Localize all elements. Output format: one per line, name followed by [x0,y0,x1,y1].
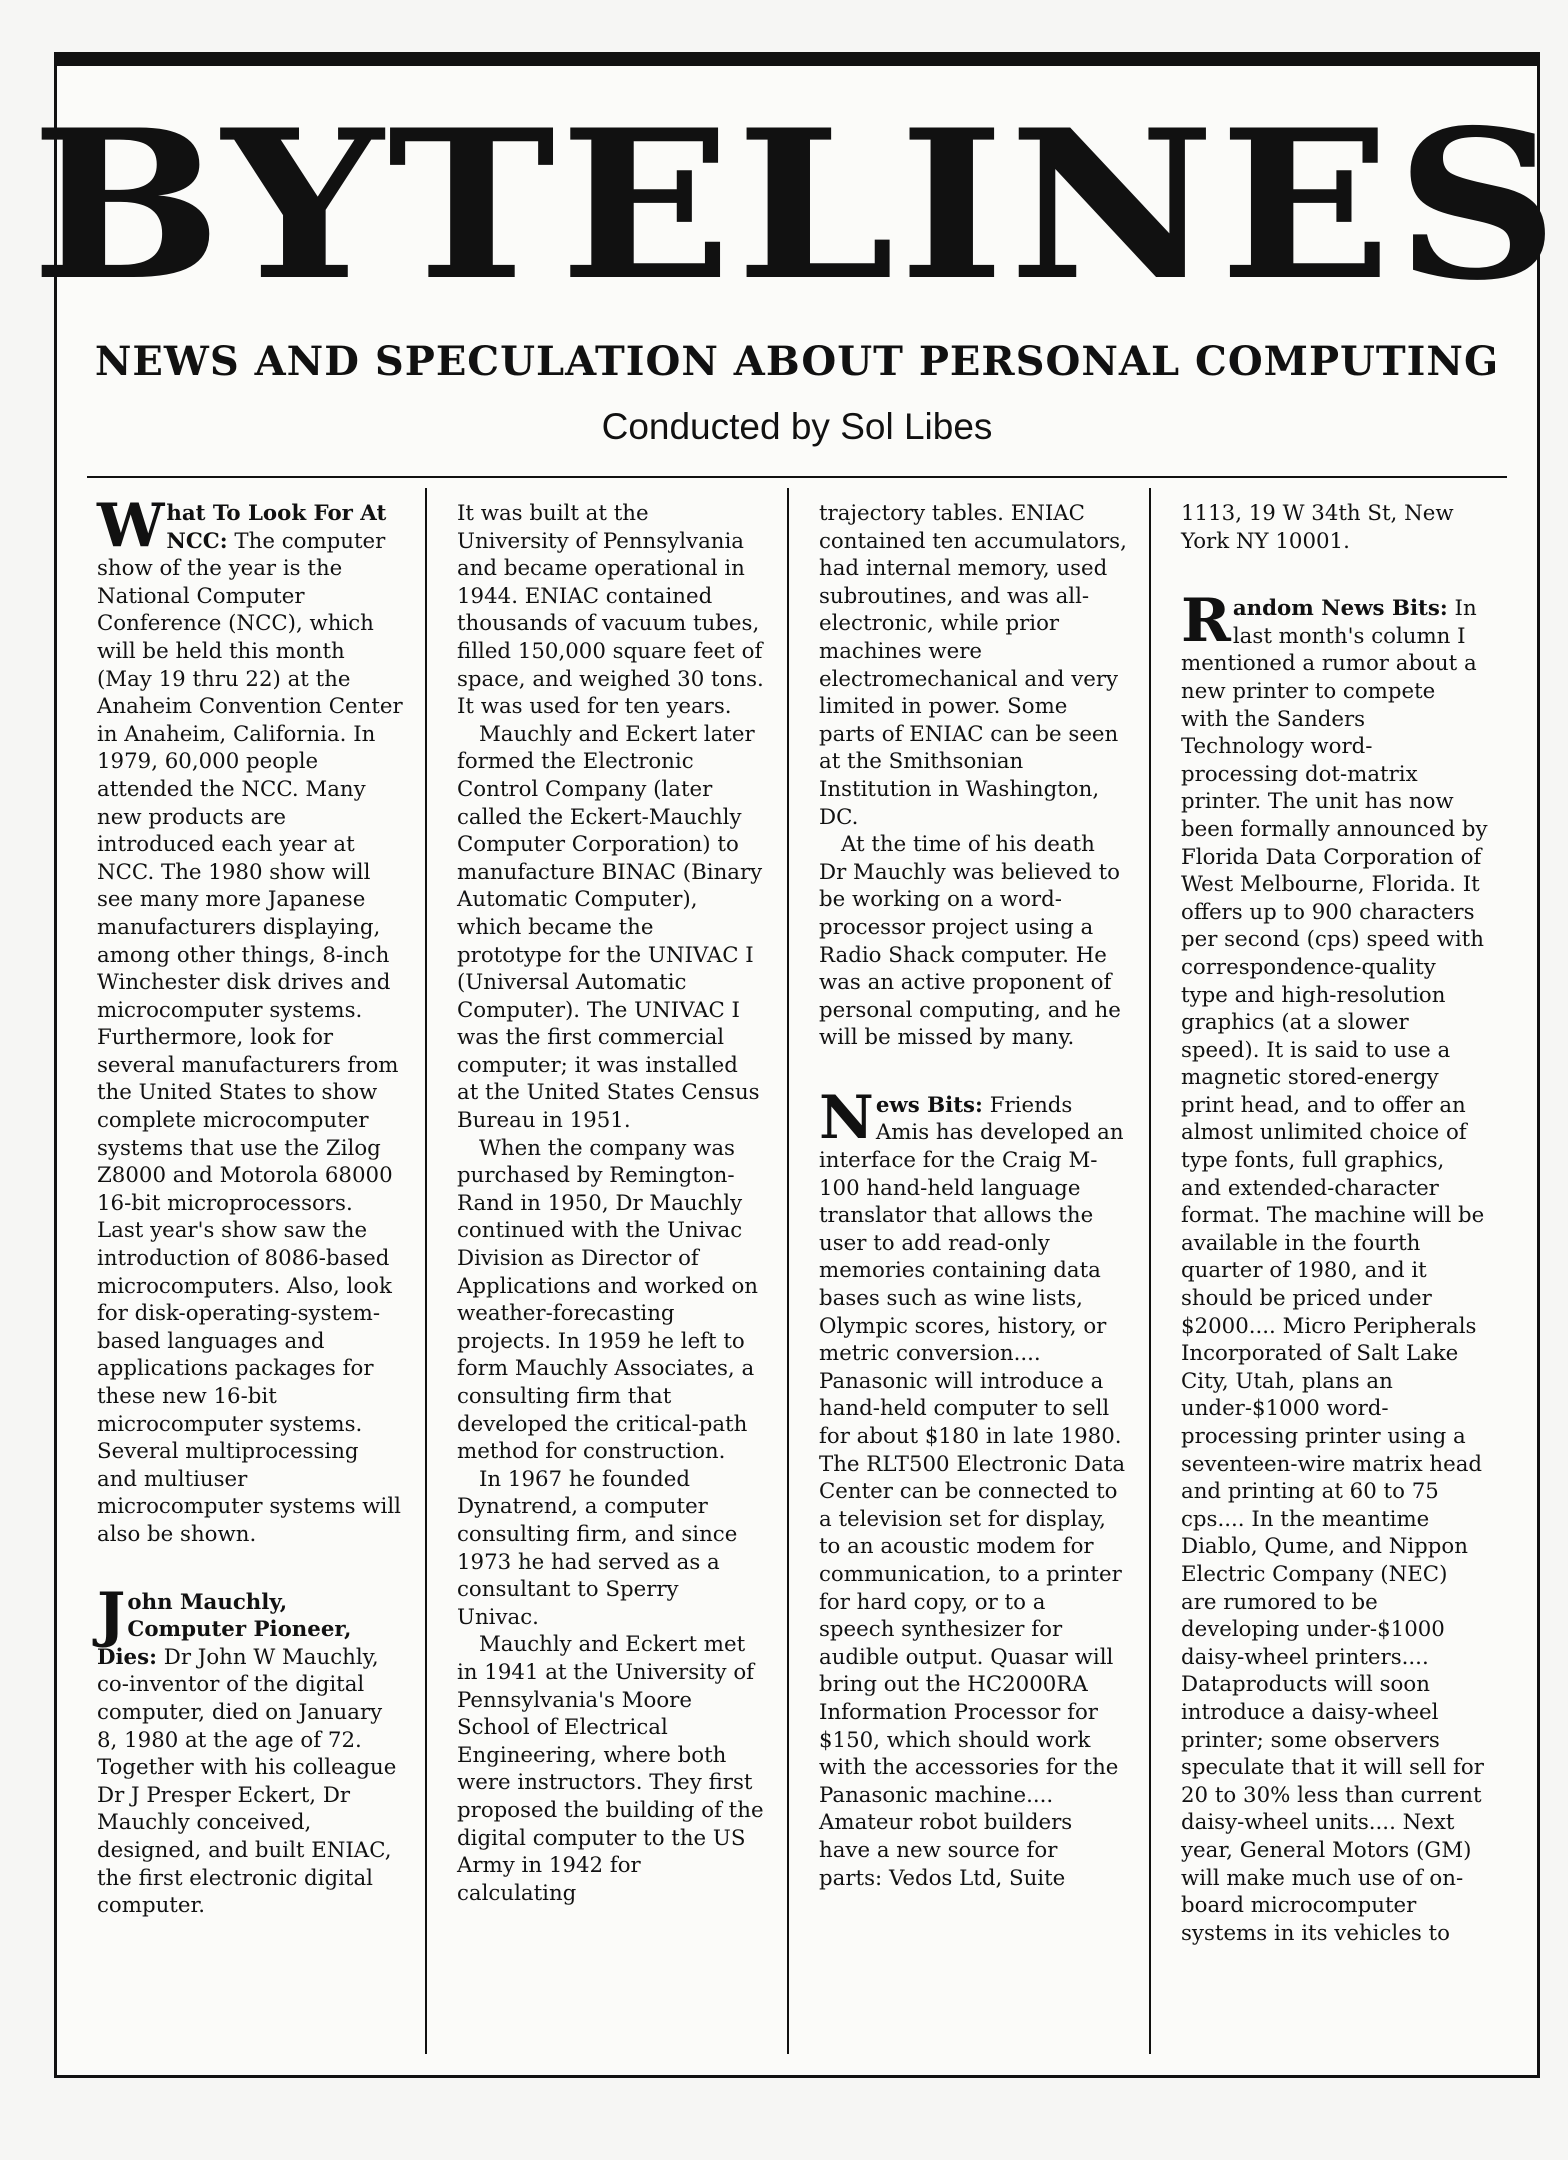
section-text: In last month's column I mentioned a rumor about a new printer to compete with the Sanders Technology word-processing dot-matrix printer. The unit has now been formally announced by Florida Data Corporation of West Melbourne, Florida. It offers up to 900 characters per second (cps) speed with correspondence-quality type and high-resolution graphics (at a slower speed). It is said to use a magnetic stored-energy print head, and to offer an almost unlimited choice of type fonts, full graphics, and extended-character format. The machine will be available in the fourth quarter of 1980, and it should be priced under $2000.... Micro Peripherals Incorporated of Salt Lake City, Utah, plans an under-$1000 word-processing printer using a seventeen-wire matrix head and printing at 60 to 75 cps.... In the meantime Diablo, Qume, and Nippon Electric Company (NEC) are rumored to be developing under-$1000 daisy-wheel printers.... Dataproducts will soon introduce a daisy-wheel printer; some observers speculate that it will sell for 20 to 30% less than current daisy-wheel units.... Next year, General Motors (GM) will make much use of on-board microcomputer systems in its vehicles to [1181,596,1488,1946]
paragraph: Mauchly and Eckert met in 1941 at the University of Pennsylvania's Moore School of Electrical Engineering, where both were instructors. They first proposed the building of the digital computer to the US Army in 1942 for calculating [457,1632,764,1906]
byline: Conducted by Sol Libes [601,406,993,447]
section-heading: hat To Look For At NCC: [166,501,387,554]
paragraph: Mauchly and Eckert later formed the Electronic Control Company (later called the Eckert-Mauchly Computer Corporation) to manufacture BINAC (Binary Automatic Computer), which became the prototype for the UNIVAC I (Universal Automatic Computer). The UNIVAC I was the first commercial computer; it was installed at the United States Census Bureau in 1951. [457,721,763,1134]
column-2 [457,500,765,1907]
paragraph: It was built at the University of Pennsylvania and became operational in 1944. ENIAC contained thousands of vacuum tubes, filled 150,000 square feet of space, and weighed 30 tons. It was used for ten years. [457,501,764,720]
drop-cap: N [819,1082,874,1153]
paragraph: 1113, 19 W 34th St, New York NY 10001. [1181,501,1454,554]
paragraph: At the time of his death Dr Mauchly was believed to be working on a word-processor project using a Radio Shack computer. He was an active proponent of personal computing, and he will be missed by many. [819,832,1121,1051]
section-heading: ohn Mauchly, Computer Pioneer, Dies: [97,1589,352,1670]
section-heading: ews Bits: [875,1092,983,1118]
header-rule [87,476,1507,478]
section-heading: andom News Bits: [1232,596,1448,622]
section-what-to-look-for [97,491,405,1549]
masthead-title: BYTELINES [31,86,1563,326]
section-random-news-bits [1181,586,1489,1947]
section-news-bits [819,1082,1127,1892]
section-text: Dr John W Mauchly, co-inventor of the digital computer, died on January 8, 1980 at the age of 72. Together with his colleague Dr J Presper Eckert, Dr Mauchly conceived, designed, and built ENIAC, the first electronic digital computer. [97,1644,397,1919]
paragraph: trajectory tables. ENIAC contained ten accumulators, had internal memory, used subroutines, and was all-electronic, while prior machines were electromechanical and very limited in power. Some parts of ENIAC can be seen at the Smithsonian Institution in Washington, DC. [819,501,1127,830]
section-text: Friends Amis has developed an interface for the Craig M-100 hand-held language translator that allows the user to add read-only memories containing data bases such as wine lists, Olympic scores, history, or metric conversion.... Panasonic will introduce a hand-held computer to sell for about $180 in late 1980. The RLT500 Electronic Data Center can be connected to a television set for display, to an acoustic modem for communication, to a printer for hard copy, or to a speech synthesizer for audible output. Quasar will bring out the HC2000RA Information Processor for $150, which should work with the accessories for the Panasonic machine.... Amateur robot builders have a new source for parts: Vedos Ltd, Suite [819,1092,1126,1891]
paragraph: In 1967 he founded Dynatrend, a computer consulting firm, and since 1973 he had served as a consultant to Sperry Univac. [457,1466,738,1630]
column-divider [1149,488,1151,2054]
column-divider [787,488,789,2054]
section-john-mauchly [97,1579,405,1920]
column-divider [425,488,427,2054]
article-columns [87,488,1511,2068]
column-3 [819,500,1127,1892]
drop-cap: R [1181,586,1231,657]
column-4 [1181,500,1489,1947]
masthead-subtitle: NEWS AND SPECULATION ABOUT PERSONAL COMPUTING [94,338,1500,385]
column-1 [97,491,405,1920]
article-page [31,52,1563,2078]
paragraph: When the company was purchased by Remington-Rand in 1950, Dr Mauchly continued with the Univac Division as Director of Applications and worked on weather-forecasting projects. In 1959 he left to form Mauchly Associates, a consulting firm that developed the critical-path method for construction. [457,1135,758,1465]
drop-cap: W [97,491,165,561]
drop-cap: J [97,1579,126,1650]
section-text: The computer show of the year is the National Computer Conference (NCC), which will be held this month (May 19 thru 22) at the Anaheim Convention Center in Anaheim, California. In 1979, 60,000 people attended the NCC. Many new products are introduced each year at NCC. The 1980 show will see many more Japanese manufacturers displaying, among other things, 8-inch Winchester disk drives and microcomputer systems. Furthermore, look for several manufacturers from the United States to show complete microcomputer systems that use the Zilog Z8000 and Motorola 68000 16-bit microprocessors. Last year's show saw the introduction of 8086-based microcomputers. Also, look for disk-operating-system-based languages and applications packages for these new 16-bit microcomputer systems. Several multiprocessing and multiuser microcomputer systems will also be shown. [97,528,403,1547]
